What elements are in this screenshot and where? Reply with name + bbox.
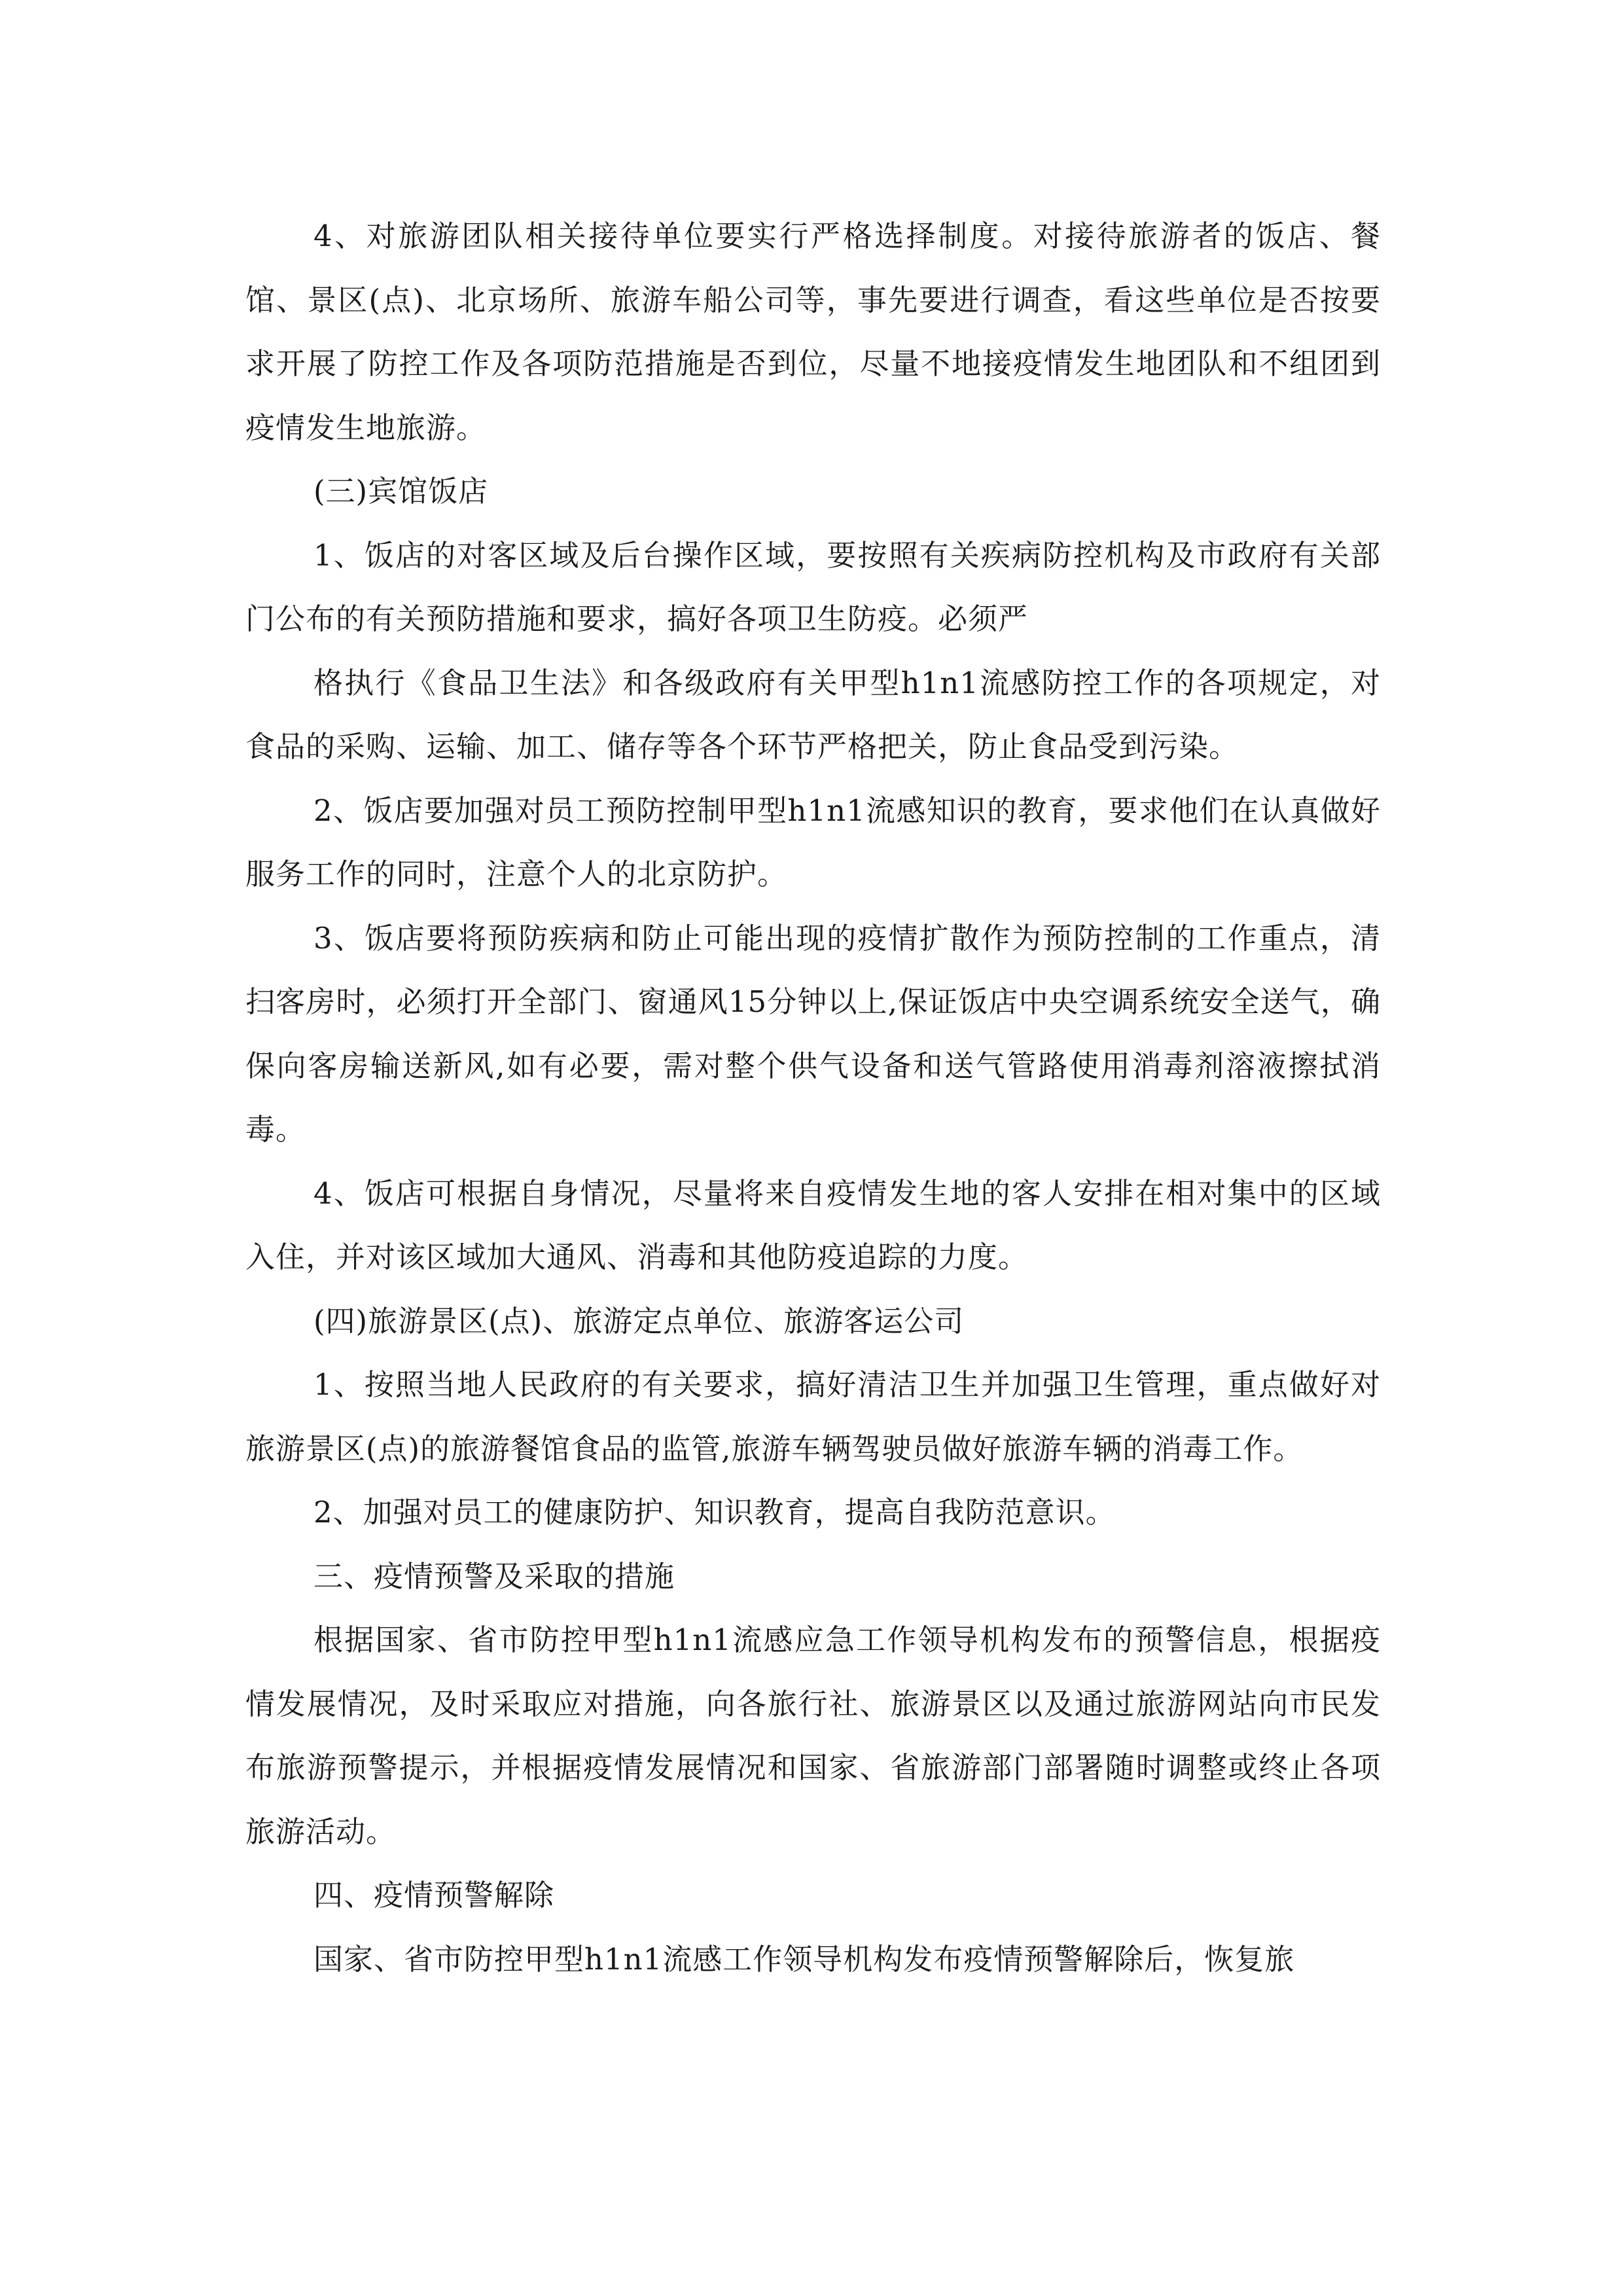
paragraph-sanitation-management: 1、按照当地人民政府的有关要求，搞好清洁卫生并加强卫生管理，重点做好对旅游景区(点)的旅游餐馆食品的监管,旅游车辆驾驶员做好旅游车辆的消毒工作。 [245,1367,1381,1466]
paragraph-warning-measures: 根据国家、省市防控甲型h1n1流感应急工作领导机构发布的预警信息，根据疫情发展情况，及时采取应对措施，向各旅行社、旅游景区以及通过旅游网站向市民发布旅游预警提示，并根据疫情发展情况和国家、省旅游部门部署随时调整或终止各项旅游活动。 [245,1623,1381,1849]
paragraph-hotel-areas: 1、饭店的对客区域及后台操作区域，要按照有关疾病防控机构及市政府有关部门公布的有关预防措施和要求，搞好各项卫生防疫。必须严 [245,537,1381,636]
section-heading-warning-lifted: 四、疫情预警解除 [313,1878,555,1912]
paragraph-travel-group-reception: 4、对旅游团队相关接待单位要实行严格选择制度。对接待旅游者的饭店、餐馆、景区(点)、北京场所、旅游车船公司等，事先要进行调查，看这些单位是否按要求开展了防控工作及各项防范措施是否到位，尽量不地接疫情发生地团队和不组团到疫情发生地旅游。 [245,219,1381,445]
document-body [245,204,1381,1991]
section-heading-hotels: (三)宾馆饭店 [313,474,489,509]
section-heading-scenic-areas: (四)旅游景区(点)、旅游定点单位、旅游客运公司 [313,1303,965,1338]
paragraph-guest-arrangement: 4、饭店可根据自身情况，尽量将来自疫情发生地的客人安排在相对集中的区域入住，并对该区域加大通风、消毒和其他防疫追踪的力度。 [245,1175,1381,1274]
paragraph-staff-education: 2、饭店要加强对员工预防控制甲型h1n1流感知识的教育，要求他们在认真做好服务工作的同时，注意个人的北京防护。 [245,793,1381,891]
paragraph-employee-health: 2、加强对员工的健康防护、知识教育，提高自我防范意识。 [313,1495,1116,1530]
paragraph-room-ventilation: 3、饭店要将预防疾病和防止可能出现的疫情扩散作为预防控制的工作重点，清扫客房时，必须打开全部门、窗通风15分钟以上,保证饭店中央空调系统安全送气，确保向客房输送新风,如有必要，需对整个供气设备和送气管路使用消毒剂溶液擦拭消毒。 [245,920,1381,1147]
section-heading-epidemic-warning: 三、疫情预警及采取的措施 [313,1558,675,1594]
paragraph-warning-lifted: 国家、省市防控甲型h1n1流感工作领导机构发布疫情预警解除后，恢复旅 [313,1941,1295,1977]
paragraph-food-hygiene: 格执行《食品卫生法》和各级政府有关甲型h1n1流感防控工作的各项规定，对食品的采购、运输、加工、储存等各个环节严格把关，防止食品受到污染。 [245,665,1381,764]
